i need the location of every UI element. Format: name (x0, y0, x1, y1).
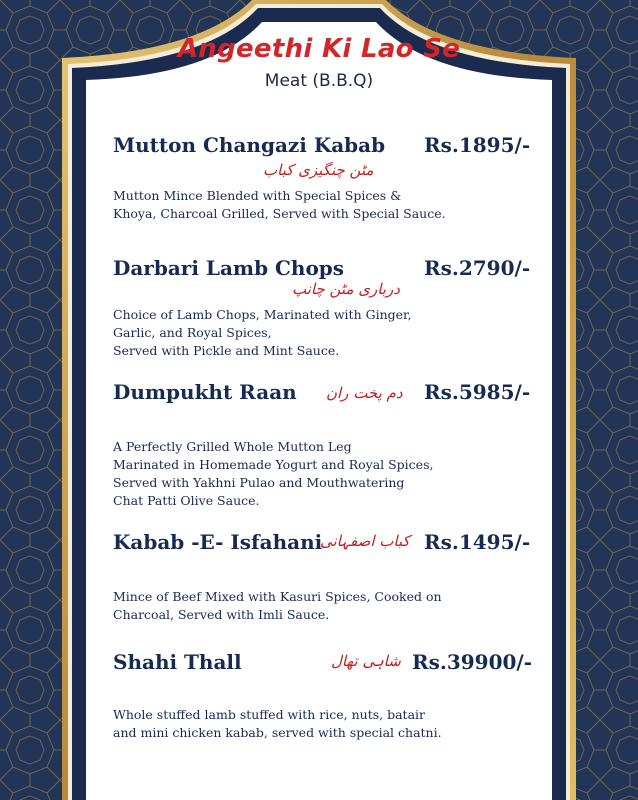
dish-description-line: Whole stuffed lamb stuffed with rice, nuts, batair (113, 707, 426, 722)
menu-section-subtitle: Meat (B.B.Q) (264, 71, 374, 91)
dish-description-line: A Perfectly Grilled Whole Mutton Leg (113, 439, 352, 454)
dish-description-line: Served with Yakhni Pulao and Mouthwatering (113, 475, 405, 490)
dish-urdu-name: درباری مٹن چانپ (292, 280, 400, 298)
dish-description (113, 706, 473, 742)
dish-name: Darbari Lamb Chops (113, 256, 345, 280)
dish-description-line: Mince of Beef Mixed with Kasuri Spices, Cooked on (113, 589, 442, 604)
dish-description (113, 187, 473, 223)
dish-price: Rs.1495/- (424, 530, 531, 554)
dish-description-line: and mini chicken kabab, served with special chatni. (113, 725, 442, 740)
dish-description-line: Mutton Mince Blended with Special Spices & (113, 188, 402, 203)
dish-name: Mutton Changazi Kabab (113, 133, 386, 157)
dish-urdu-name: مٹن چنگیزی کباب (263, 161, 374, 179)
dish-description (113, 306, 473, 360)
dish-price: Rs.5985/- (424, 380, 531, 404)
dish-name: Dumpukht Raan (113, 380, 297, 404)
menu-section-title: Angeethi Ki Lao Se (177, 34, 461, 64)
dish-description-line: Charcoal, Served with Imli Sauce. (113, 607, 330, 622)
dish-description-line: Marinated in Homemade Yogurt and Royal Spices, (113, 457, 434, 472)
dish-description-line: Khoya, Charcoal Grilled, Served with Special Sauce. (113, 206, 446, 221)
dish-description-line: Choice of Lamb Chops, Marinated with Ginger, (113, 307, 412, 322)
dish-description (113, 438, 473, 510)
dish-description-line: Chat Patti Olive Sauce. (113, 493, 260, 508)
dish-price: Rs.39900/- (412, 650, 533, 674)
dish-description-line: Served with Pickle and Mint Sauce. (113, 343, 340, 358)
dish-description (113, 588, 473, 624)
dish-urdu-name: شاہی تھال (331, 652, 401, 670)
dish-description-line: Garlic, and Royal Spices, (113, 325, 272, 340)
dish-name: Shahi Thall (113, 650, 242, 674)
dish-price: Rs.1895/- (424, 133, 531, 157)
dish-name: Kabab -E- Isfahani (113, 530, 323, 554)
dish-urdu-name: دم پخت ران (326, 384, 403, 402)
dish-price: Rs.2790/- (424, 256, 531, 280)
dish-urdu-name: کباب اصفہانی (320, 532, 410, 550)
